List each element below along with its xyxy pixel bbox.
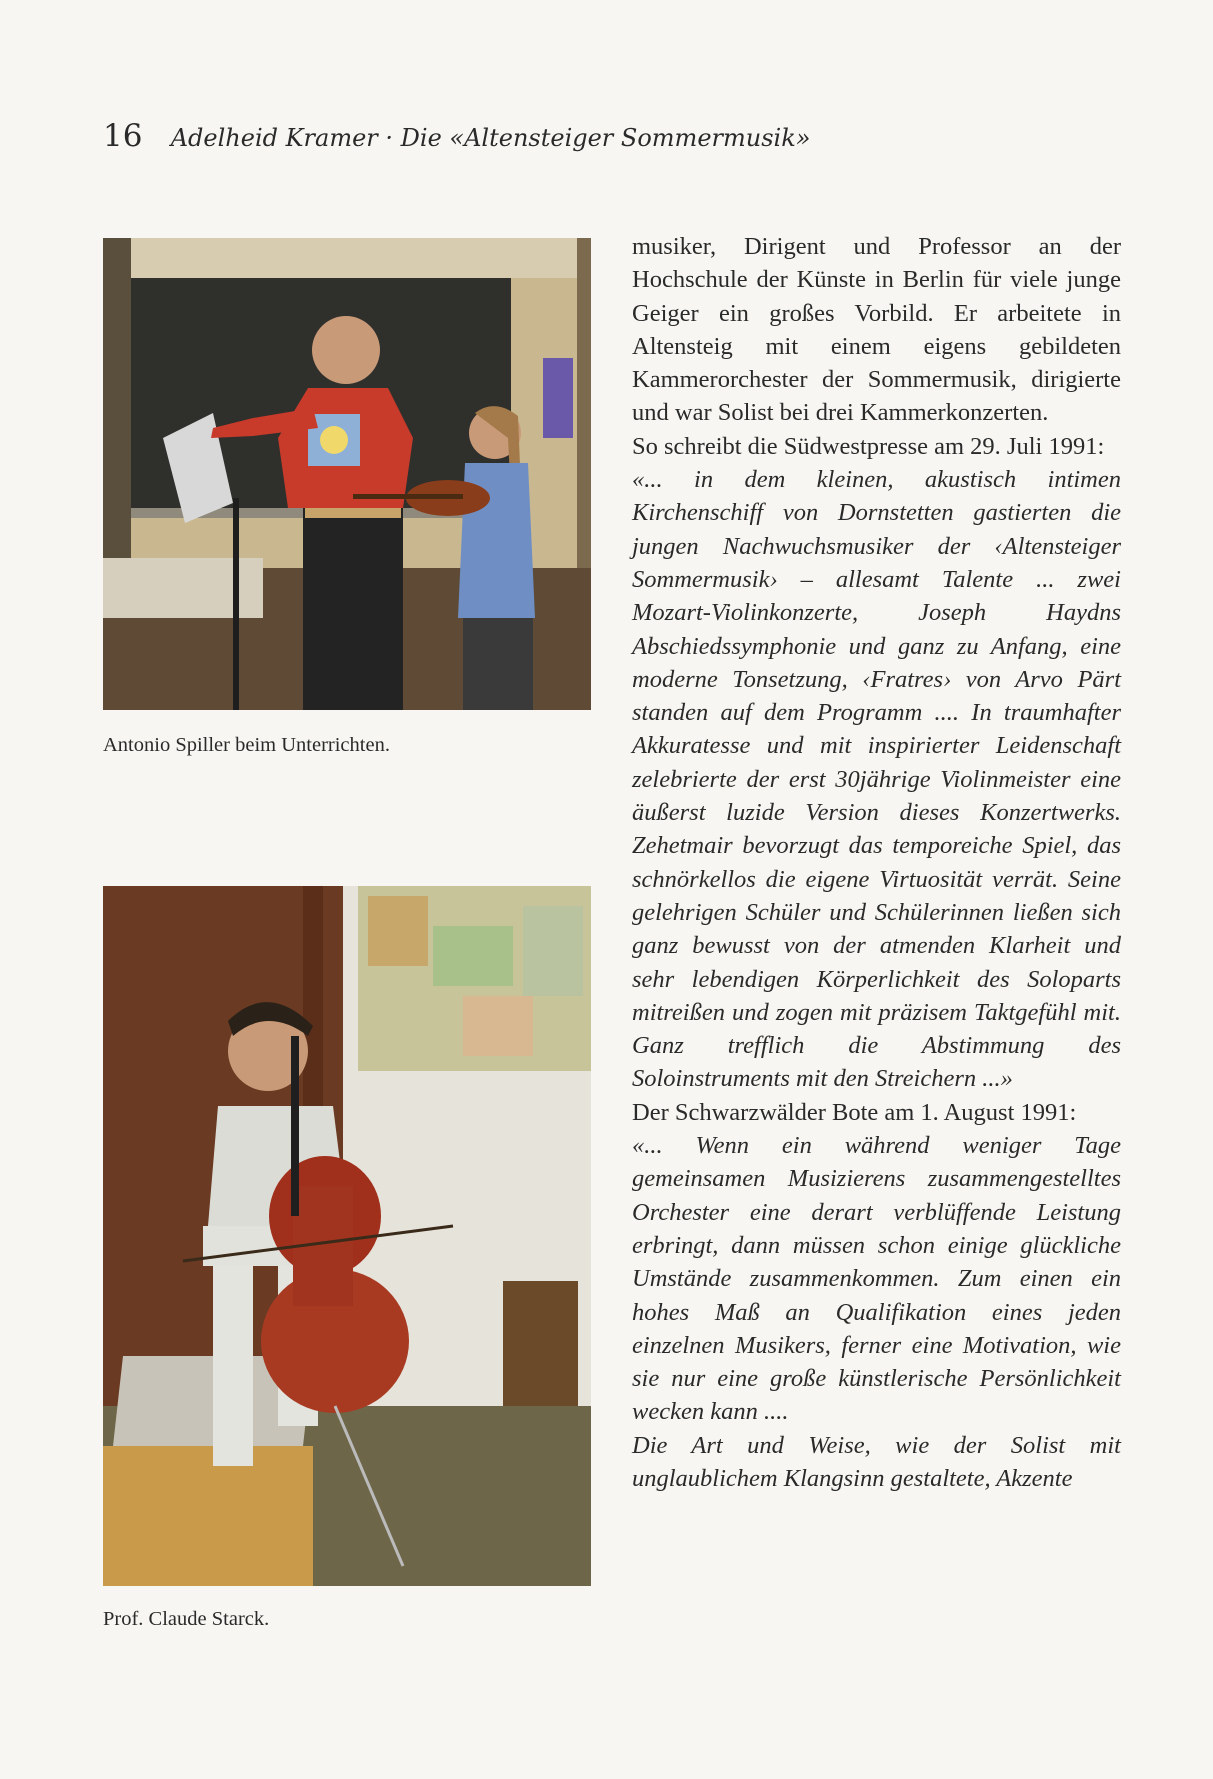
paragraph: So schreibt die Südwestpresse am 29. Juli 1991:	[632, 432, 1105, 460]
paragraph: Der Schwarzwälder Bote am 1. August 1991:	[632, 1098, 1077, 1126]
quote-schwarzwaelder-bote: «... Wenn ein während weniger Tage gemeinsamen Musizierens zusammengestelltes Orchester eine derart verblüffende Leistung erbringt, dann müssen schon einige glückliche Umstände zusammenkommen. Zum einen ein hohes Maß an Qualifikation eines jeden einzelnen Musikers, ferner eine Motivation, wie sie nur eine große künstlerische Persönlichkeit wecken kann ....	[632, 1132, 1121, 1426]
photo-cellist	[103, 886, 591, 1586]
body-text-column	[632, 230, 1121, 1495]
paragraph: musiker, Dirigent und Professor an der Hochschule der Künste in Berlin für viele junge Geiger ein großes Vorbild. Er arbeitete in Altensteig mit einem eigens gebildeten Kammerorchester der Sommermusik, dirigierte und war Solist bei drei Kammerkonzerten.	[632, 233, 1121, 427]
caption-photo-2: Prof. Claude Starck.	[103, 1608, 270, 1630]
photo-violin-lesson	[103, 238, 591, 710]
caption-photo-1: Antonio Spiller beim Unterrichten.	[103, 734, 390, 756]
page-number: 16	[103, 118, 143, 154]
quote-continuation: Die Art und Weise, wie der Solist mit unglaublichem Klangsinn gestaltete, Akzente	[632, 1431, 1121, 1492]
running-title: Adelheid Kramer · Die «Altensteiger Sommermusik»	[170, 124, 811, 152]
quote-suedwestpresse: «... in dem kleinen, akustisch intimen Kirchenschiff von Dornstetten gastierten die jungen Nachwuchsmusiker der ‹Altensteiger Sommermusik› – allesamt Talente ... zwei Mozart-Violinkonzerte, Joseph Haydns Abschiedssymphonie und ganz zu Anfang, eine moderne Tonsetzung, ‹Fratres› von Arvo Pärt standen auf dem Programm .... In traumhafter Akkuratesse und mit inspirierter Leidenschaft zelebrierte der erst 30jährige Violinmeister eine äußerst luzide Version dieses Konzertwerks. Zehetmair bevorzugt das temporeiche Spiel, das schnörkellos die eigene Virtuosität verrät. Seine gelehrigen Schüler und Schülerinnen ließen sich ganz bewusst von der atmenden Klarheit und sehr lebendigen Körperlichkeit des Soloparts mitreißen und zogen mit präzisem Taktgefühl mit. Ganz trefflich die Abstimmung des Soloinstruments mit den Streichern ...»	[632, 466, 1121, 1093]
page-header	[103, 118, 810, 154]
